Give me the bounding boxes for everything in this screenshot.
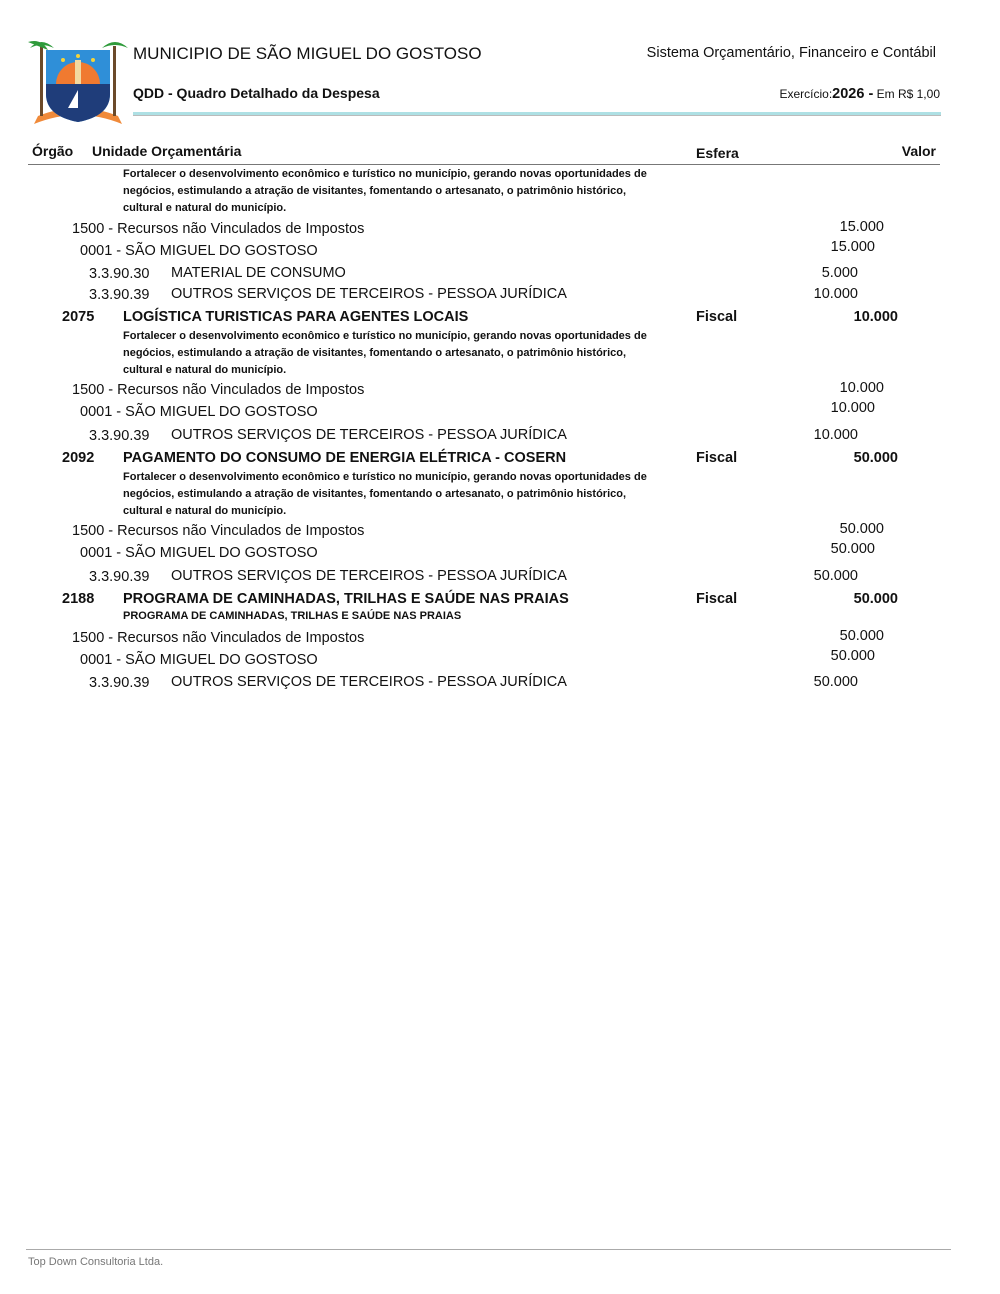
element-value: 50.000 (813, 674, 858, 690)
action-description: Fortalecer o desenvolvimento econômico e turístico no município, gerando novas oportunidades de (123, 330, 647, 342)
action-description: Fortalecer o desenvolvimento econômico e turístico no município, gerando novas oportunidades de (123, 168, 647, 180)
action-code: 2075 (62, 309, 95, 325)
action-esfera: Fiscal (696, 450, 738, 466)
action-description: negócios, estimulando a atração de visitantes, fomentando o artesanato, o patrimônio histórico, (123, 185, 627, 197)
element-value: 10.000 (813, 427, 858, 443)
municipal-coat-of-arms-logo (28, 36, 128, 128)
action-value: 10.000 (853, 309, 898, 325)
element-value: 10.000 (813, 286, 858, 302)
fonte-value: 15.000 (839, 219, 884, 235)
action-description: PROGRAMA DE CAMINHADAS, TRILHAS E SAÚDE NAS PRAIAS (123, 610, 462, 622)
col-orgao: Órgão (32, 143, 74, 159)
unidade-row: 0001 - SÃO MIGUEL DO GOSTOSO (80, 545, 318, 561)
footer-divider (26, 1249, 951, 1250)
exercise-year: 2026 - (832, 86, 874, 102)
action-title: PROGRAMA DE CAMINHADAS, TRILHAS E SAÚDE NAS PRAIAS (123, 591, 569, 607)
unidade-value: 50.000 (830, 541, 875, 557)
system-name: Sistema Orçamentário, Financeiro e Contábil (646, 45, 936, 61)
element-code: 3.3.90.39 (89, 428, 150, 444)
unidade-row: 0001 - SÃO MIGUEL DO GOSTOSO (80, 404, 318, 420)
action-description: Fortalecer o desenvolvimento econômico e turístico no município, gerando novas oportunidades de (123, 471, 647, 483)
action-code: 2092 (62, 450, 95, 466)
element-code: 3.3.90.30 (89, 266, 150, 282)
fonte-value: 50.000 (839, 521, 884, 537)
unidade-value: 10.000 (830, 400, 875, 416)
action-esfera: Fiscal (696, 591, 738, 607)
action-description: negócios, estimulando a atração de visitantes, fomentando o artesanato, o patrimônio histórico, (123, 488, 627, 500)
footer-company: Top Down Consultoria Ltda. (28, 1256, 164, 1268)
col-unidade: Unidade Orçamentária (92, 143, 242, 159)
unidade-value: 15.000 (830, 239, 875, 255)
exercise-label: Exercício: (779, 87, 833, 101)
element-code: 3.3.90.39 (89, 287, 150, 303)
action-description: cultural e natural do município. (123, 505, 287, 517)
col-esfera: Esfera (696, 145, 739, 161)
element-code: 3.3.90.39 (89, 675, 150, 691)
element-name: OUTROS SERVIÇOS DE TERCEIROS - PESSOA JURÍDICA (171, 674, 567, 690)
exercise-info (779, 87, 940, 102)
action-title: PAGAMENTO DO CONSUMO DE ENERGIA ELÉTRICA - COSERN (123, 450, 567, 466)
unidade-row: 0001 - SÃO MIGUEL DO GOSTOSO (80, 652, 318, 668)
unidade-value: 50.000 (830, 648, 875, 664)
element-name: OUTROS SERVIÇOS DE TERCEIROS - PESSOA JURÍDICA (171, 427, 567, 443)
action-description: cultural e natural do município. (123, 364, 287, 376)
element-name: OUTROS SERVIÇOS DE TERCEIROS - PESSOA JURÍDICA (171, 568, 567, 584)
unidade-row: 0001 - SÃO MIGUEL DO GOSTOSO (80, 243, 318, 259)
element-code: 3.3.90.39 (89, 569, 150, 585)
fonte-value: 10.000 (839, 380, 884, 396)
fonte-recurso: 1500 - Recursos não Vinculados de Impostos (72, 523, 365, 539)
action-value: 50.000 (853, 450, 898, 466)
element-name: OUTROS SERVIÇOS DE TERCEIROS - PESSOA JURÍDICA (171, 286, 567, 302)
fonte-recurso: 1500 - Recursos não Vinculados de Impostos (72, 221, 365, 237)
col-valor: Valor (901, 143, 936, 159)
element-name: MATERIAL DE CONSUMO (171, 265, 346, 281)
report-title: QDD - Quadro Detalhado da Despesa (133, 85, 380, 101)
action-title: LOGÍSTICA TURISTICAS PARA AGENTES LOCAIS (123, 309, 469, 325)
fonte-recurso: 1500 - Recursos não Vinculados de Impostos (72, 382, 365, 398)
municipality-name: MUNICIPIO DE SÃO MIGUEL DO GOSTOSO (133, 44, 482, 63)
element-value: 5.000 (821, 265, 858, 281)
fonte-value: 50.000 (839, 628, 884, 644)
action-value: 50.000 (853, 591, 898, 607)
column-header-divider (28, 164, 940, 165)
action-description: cultural e natural do município. (123, 202, 287, 214)
currency-label: Em R$ 1,00 (876, 87, 940, 101)
action-esfera: Fiscal (696, 309, 738, 325)
header-divider (133, 112, 941, 116)
fonte-recurso: 1500 - Recursos não Vinculados de Impostos (72, 630, 365, 646)
action-description: negócios, estimulando a atração de visitantes, fomentando o artesanato, o patrimônio histórico, (123, 347, 627, 359)
action-code: 2188 (62, 591, 95, 607)
element-value: 50.000 (813, 568, 858, 584)
